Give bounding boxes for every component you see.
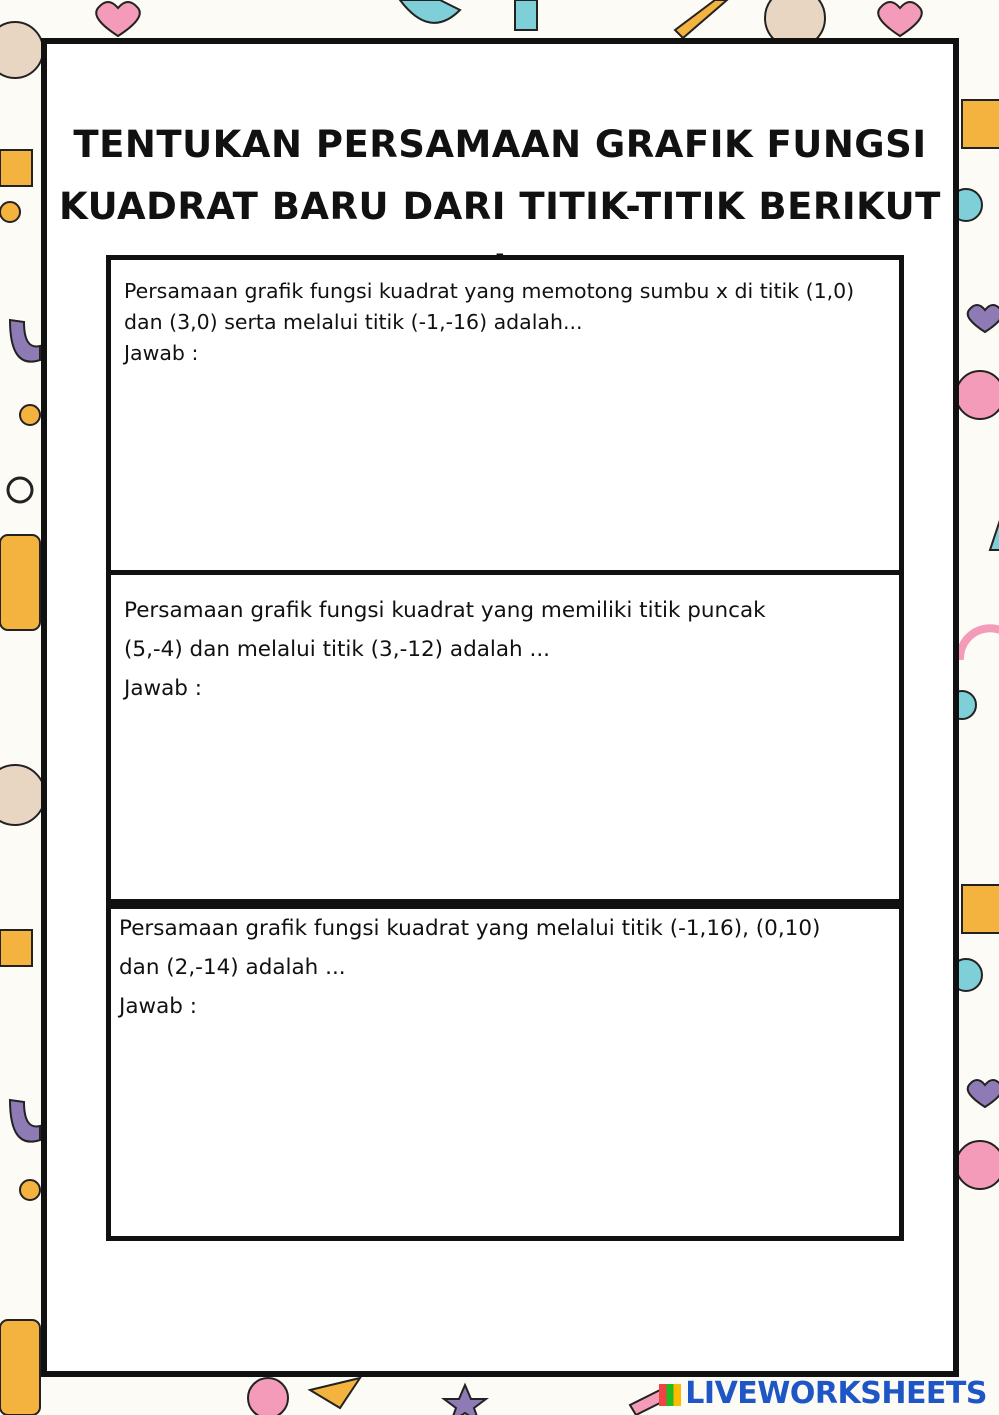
question-box-2[interactable]	[106, 570, 904, 904]
question-text	[111, 575, 899, 708]
question-line: dan (2,-14) adalah ...	[119, 955, 346, 980]
title-line-2: KUADRAT BARU DARI TITIK-TITIK BERIKUT	[59, 185, 941, 228]
atom-icon	[956, 1141, 999, 1189]
answer-label: Jawab :	[119, 994, 198, 1019]
question-line: dan (3,0) serta melalui titik (-1,-16) adalah...	[124, 310, 583, 334]
question-line: (5,-4) dan melalui titik (3,-12) adalah ...	[124, 637, 551, 662]
question-text	[111, 909, 899, 1026]
heart-icon	[968, 1080, 999, 1107]
rainbow-icon	[960, 628, 999, 660]
palette-icon	[0, 765, 45, 825]
bird-icon	[400, 0, 460, 23]
question-line: Persamaan grafik fungsi kuadrat yang melalui titik (-1,16), (0,10)	[119, 916, 821, 941]
plane-icon	[310, 1378, 360, 1408]
atom-icon	[956, 371, 999, 419]
liveworksheets-logo[interactable]	[659, 1376, 987, 1411]
cube-icon	[962, 885, 999, 933]
question-box-3[interactable]	[106, 904, 904, 1241]
bottle-icon	[515, 0, 537, 30]
palette-icon	[0, 22, 43, 78]
logo-mark-icon	[659, 1384, 681, 1406]
worksheet-page	[41, 38, 959, 1377]
heart-icon	[878, 2, 922, 36]
magnet-icon	[10, 1100, 40, 1142]
circle-icon	[20, 1180, 40, 1200]
star-icon	[444, 1385, 486, 1415]
pencil-icon	[675, 0, 727, 38]
cube-icon	[962, 100, 999, 148]
magnet-icon	[10, 320, 40, 362]
title-line-1: TENTUKAN PERSAMAAN GRAFIK FUNGSI	[73, 123, 927, 166]
answer-label: Jawab :	[124, 676, 203, 701]
question-line: Persamaan grafik fungsi kuadrat yang memotong sumbu x di titik (1,0)	[124, 279, 855, 303]
clock-icon	[0, 202, 20, 222]
question-box-1[interactable]	[106, 255, 904, 575]
glasses-icon	[8, 478, 32, 502]
calculator-icon	[0, 535, 40, 630]
question-text	[111, 260, 899, 369]
question-line: Persamaan grafik fungsi kuadrat yang memiliki titik puncak	[124, 598, 766, 623]
smiley-icon	[248, 1378, 288, 1415]
logo-text: LIVEWORKSHEETS	[685, 1376, 987, 1411]
circle-icon	[20, 405, 40, 425]
ruler-icon	[0, 930, 32, 966]
heart-icon	[968, 305, 999, 332]
calculator-icon	[0, 1320, 40, 1415]
answer-label: Jawab :	[124, 341, 199, 365]
heart-icon	[96, 2, 140, 36]
ruler-icon	[0, 150, 32, 186]
triangle-icon	[990, 520, 999, 550]
